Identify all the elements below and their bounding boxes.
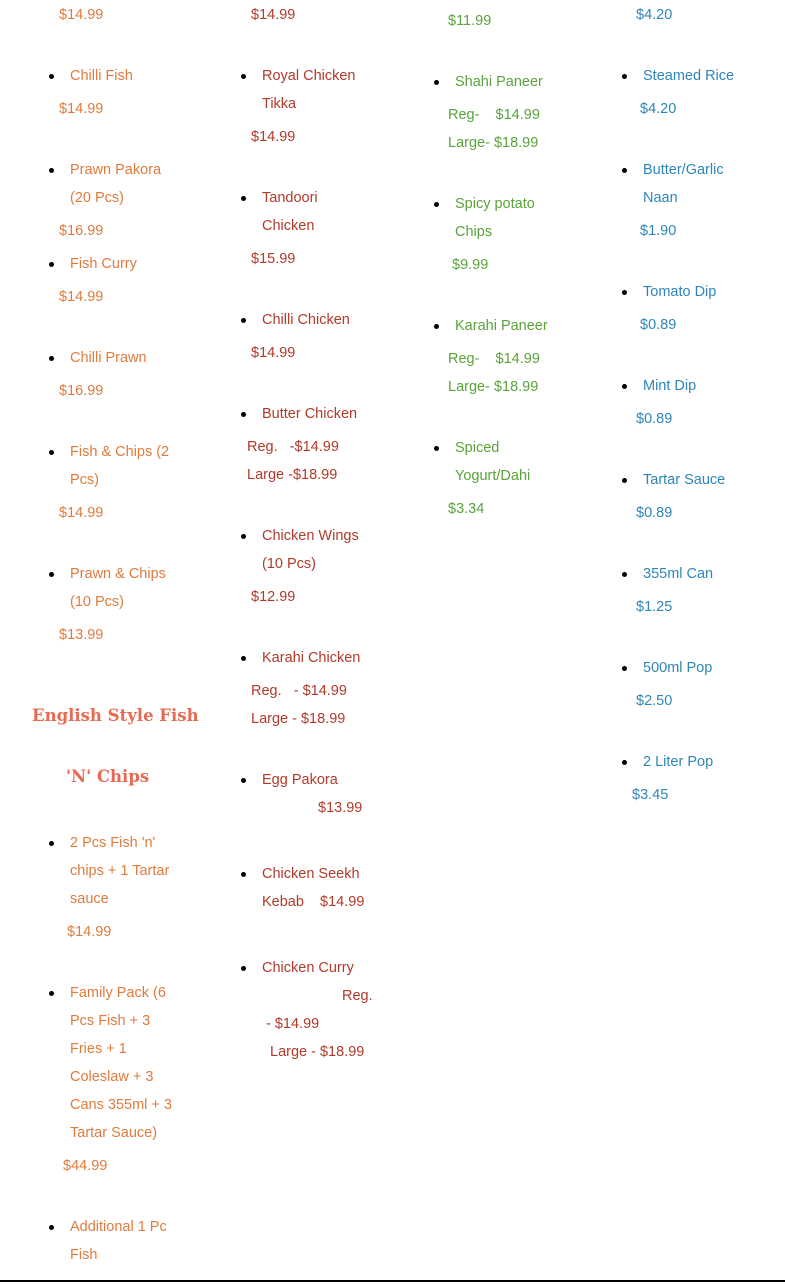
- item-price: $4.20: [636, 7, 673, 23]
- item-price: $14.99: [59, 7, 104, 23]
- item-price: $15.99: [251, 251, 296, 267]
- item-name: Pcs): [70, 472, 99, 488]
- item-name: (10 Pcs): [70, 594, 124, 610]
- item-price: $2.50: [636, 693, 673, 709]
- item-price-large: Large - $18.99: [270, 1044, 365, 1060]
- item-price-regular: - $14.99: [266, 1016, 320, 1032]
- bullet: [622, 572, 627, 577]
- item-price: $0.89: [636, 505, 673, 521]
- bullet: [49, 991, 54, 996]
- bullet: [241, 872, 246, 877]
- item-name: Fries + 1: [70, 1041, 127, 1057]
- item-price: $4.20: [640, 101, 677, 117]
- item-name: Royal Chicken: [262, 68, 356, 84]
- bullet: [241, 196, 246, 201]
- item-name: Coleslaw + 3: [70, 1069, 154, 1085]
- item-price-large: Large - $18.99: [251, 711, 346, 727]
- bullet: [241, 656, 246, 661]
- item-name: Cans 355ml + 3: [70, 1097, 172, 1113]
- item-name: Butter Chicken: [262, 406, 358, 422]
- item-price: $14.99: [67, 924, 112, 940]
- item-price: $14.99: [251, 7, 296, 23]
- bullet: [622, 384, 627, 389]
- item-price: $9.99: [452, 257, 489, 273]
- item-name: Naan: [643, 190, 678, 206]
- item-name: Tomato Dip: [643, 284, 717, 300]
- item-price-regular: Reg.: [342, 988, 373, 1004]
- bullet: [622, 74, 627, 79]
- item-name: Egg Pakora: [262, 772, 338, 788]
- bullet: [241, 966, 246, 971]
- item-price: $13.99: [59, 627, 104, 643]
- item-price: $3.34: [448, 501, 485, 517]
- item-name: Mint Dip: [643, 378, 697, 394]
- item-name: (10 Pcs): [262, 556, 316, 572]
- item-name: Tartar Sauce): [70, 1125, 158, 1141]
- item-price-large: Large- $18.99: [448, 379, 539, 395]
- item-name: Butter/Garlic: [643, 162, 724, 178]
- section-heading: English Style Fish: [32, 706, 199, 725]
- item-price: $44.99: [63, 1158, 108, 1174]
- item-name: sauce: [70, 891, 109, 907]
- bullet: [241, 318, 246, 323]
- item-name: Tikka: [262, 96, 297, 112]
- item-price: $0.89: [640, 317, 677, 333]
- item-name: Kebab $14.99: [262, 894, 365, 910]
- item-name: Fish: [70, 1247, 98, 1263]
- item-name: Prawn Pakora: [70, 162, 162, 178]
- bullet: [241, 534, 246, 539]
- item-name: Karahi Chicken: [262, 650, 361, 666]
- item-name: chips + 1 Tartar: [70, 863, 170, 879]
- item-name: Chilli Fish: [70, 68, 133, 84]
- bullet: [622, 478, 627, 483]
- item-name: Tartar Sauce: [643, 472, 726, 488]
- item-price: $14.99: [59, 101, 104, 117]
- item-price: $14.99: [251, 345, 296, 361]
- item-name: Fish Curry: [70, 256, 137, 272]
- item-name: Steamed Rice: [643, 68, 735, 84]
- item-name: (20 Pcs): [70, 190, 124, 206]
- bullet: [622, 290, 627, 295]
- bullet: [49, 1225, 54, 1230]
- item-price-regular: Reg- $14.99: [448, 107, 540, 123]
- bullet: [434, 202, 439, 207]
- item-price: $14.99: [59, 505, 104, 521]
- item-name: Chicken Curry: [262, 960, 354, 976]
- item-name: Chilli Prawn: [70, 350, 147, 366]
- item-name: Spiced: [455, 440, 500, 456]
- item-name: 500ml Pop: [643, 660, 713, 676]
- item-name: Spicy potato: [455, 196, 535, 212]
- item-price: $14.99: [251, 129, 296, 145]
- item-name: Karahi Paneer: [455, 318, 548, 334]
- bullet: [622, 666, 627, 671]
- bullet: [49, 841, 54, 846]
- item-name: Chips: [455, 224, 493, 240]
- item-name: Chicken Wings: [262, 528, 359, 544]
- bullet: [241, 74, 246, 79]
- divider: [0, 1280, 785, 1282]
- bullet: [434, 446, 439, 451]
- item-name: Family Pack (6: [70, 985, 166, 1001]
- item-price: $16.99: [59, 383, 104, 399]
- bullet: [49, 572, 54, 577]
- bullet: [49, 74, 54, 79]
- item-price: $16.99: [59, 223, 104, 239]
- item-price-regular: Reg. -$14.99: [247, 439, 339, 455]
- bullet: [49, 356, 54, 361]
- bullet: [241, 412, 246, 417]
- item-name: Yogurt/Dahi: [455, 468, 531, 484]
- item-price: $14.99: [59, 289, 104, 305]
- item-price-large: Large- $18.99: [448, 135, 539, 151]
- item-name: Additional 1 Pc: [70, 1219, 167, 1235]
- item-name: Chicken: [262, 218, 315, 234]
- bullet: [49, 168, 54, 173]
- item-price: $12.99: [251, 589, 296, 605]
- item-price: $0.89: [636, 411, 673, 427]
- item-price-large: Large -$18.99: [247, 467, 338, 483]
- bullet: [434, 80, 439, 85]
- item-name: Chilli Chicken: [262, 312, 350, 328]
- item-name: 355ml Can: [643, 566, 714, 582]
- item-price: $11.99: [448, 13, 492, 29]
- item-price: $1.90: [640, 223, 677, 239]
- bullet: [49, 262, 54, 267]
- item-price-regular: Reg. - $14.99: [251, 683, 347, 699]
- item-name: Prawn & Chips: [70, 566, 166, 582]
- item-name: Chicken Seekh: [262, 866, 360, 882]
- item-price-regular: Reg- $14.99: [448, 351, 540, 367]
- item-name: 2 Pcs Fish 'n': [70, 835, 156, 851]
- bullet: [49, 450, 54, 455]
- item-name: Pcs Fish + 3: [70, 1013, 151, 1029]
- item-name: 2 Liter Pop: [643, 754, 714, 770]
- item-price: $1.25: [636, 599, 673, 615]
- bullet: [622, 168, 627, 173]
- item-price: $3.45: [632, 787, 669, 803]
- bullet: [622, 760, 627, 765]
- bullet: [434, 324, 439, 329]
- item-name: Fish & Chips (2: [70, 444, 170, 460]
- bullet: [241, 778, 246, 783]
- section-heading: 'N' Chips: [66, 767, 150, 786]
- item-name: Shahi Paneer: [455, 74, 543, 90]
- item-price: $13.99: [318, 800, 363, 816]
- item-name: Tandoori: [262, 190, 318, 206]
